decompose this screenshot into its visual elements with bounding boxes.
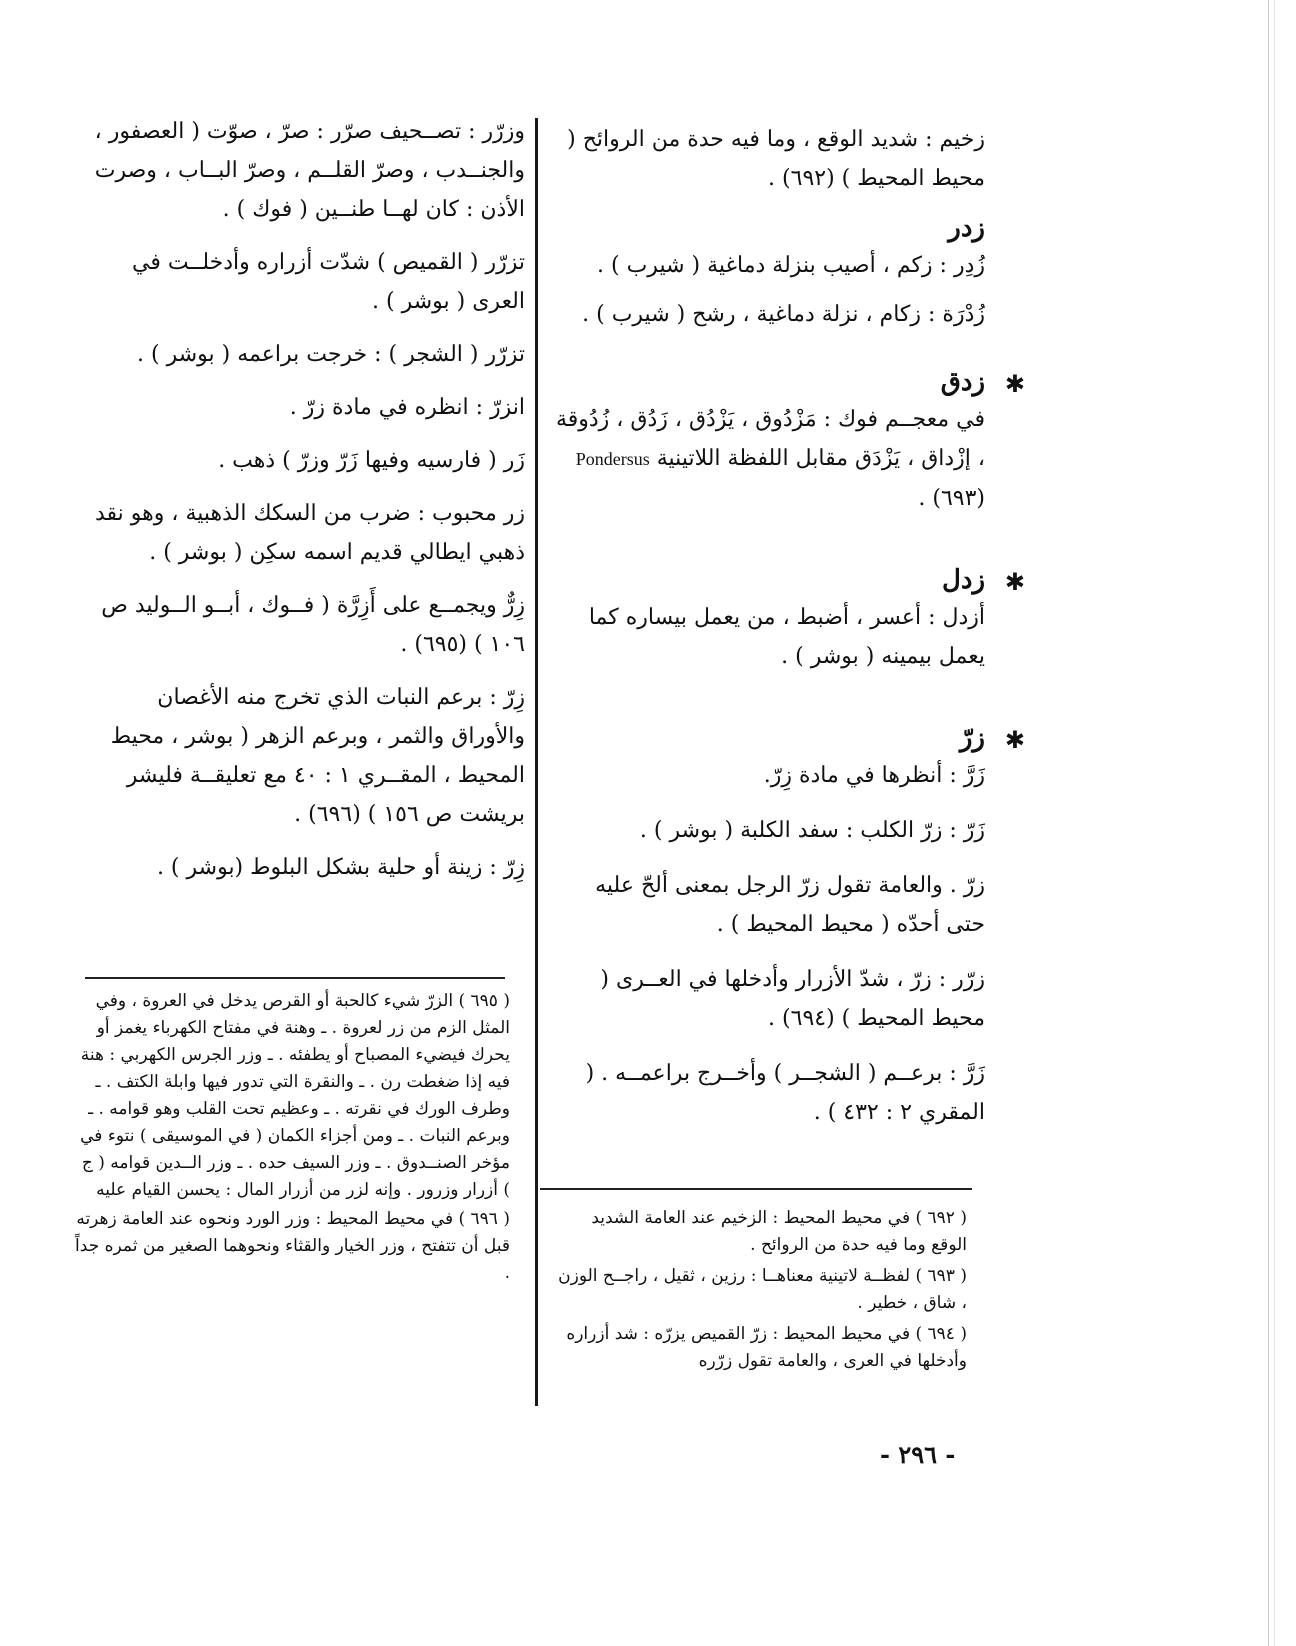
headword-zdl (555, 562, 1025, 598)
entry-zdq-definition (555, 400, 985, 518)
entry-zirr-bud: زِرّ : برعم النبات الذي تخرج منه الأغصان والأوراق والثمر ، وبرعم الزهر ( بوشر ، محيط المحيط ، المقــري ١ : ٤٠ مع تعليقــة فليشر بريشت ص ١٥٦ ) (٦٩٦) . (110, 685, 525, 827)
entry-zudra: زُدْرَة : زكام ، نزلة دماغية ، رشح ( شيرب ) . (582, 302, 985, 327)
headword-zdr (555, 210, 985, 246)
latin-word: Pondersus (575, 449, 650, 469)
headword-text: زرّ (959, 723, 985, 753)
entry-zarrar: زرّر : زرّ ، شدّ الأزرار وأدخلها في العــرى ( محيط المحيط ) (٦٩٤) . (600, 967, 985, 1031)
footnote-696: ( ٦٩٦ ) في محيط المحيط : وزر الورد ونحوه عند العامة زهرته قبل أن تتفتح ، وزر الخيار والقثاء ونحوهما الصغير من ثمره جداً . (75, 1209, 510, 1283)
entry-zirr-plural: زِرٌّ ويجمــع على أَزِرَّة ( فــوك ، أبــو الــوليد ص ١٠٦ ) (٦٩٥) . (101, 593, 525, 657)
entry-zarr-insist: زرّ . والعامة تقول زرّ الرجل بمعنى ألحّ عليه حتى أحدّه ( محيط المحيط ) . (595, 873, 985, 937)
entry-tazarrar-shirt: تزرّر ( القميص ) شدّت أزراره وأدخلــت في العرى ( بوشر ) . (132, 250, 525, 314)
footnote-rule (85, 977, 505, 979)
entry-azdal: أزدل : أعسر ، أضبط ، من يعمل بيساره كما يعمل بيمينه ( بوشر ) . (588, 605, 985, 669)
right-column (555, 120, 1025, 1132)
footnote-694: ( ٦٩٤ ) في محيط المحيط : زرّ القميص يزرّه : شد أزراره وأدخلها في العرى ، والعامة تقول زرّره (566, 1324, 967, 1371)
entry-zarr-see: زَرَّ : أنظرها في مادة زِرّ. (763, 763, 985, 788)
footnote-ref: (٦٩٣) . (918, 486, 985, 511)
footnote-rule (540, 1188, 972, 1190)
entry-zir-persian: زَر ( فارسيه وفيها زَرّ وزرّ ) ذهب . (218, 448, 525, 473)
left-column (85, 112, 525, 887)
footnotes-right (555, 1205, 967, 1375)
headword-zrr (555, 720, 1025, 756)
headword-text: زدر (948, 213, 985, 243)
asterisk-icon: ✱ (1004, 568, 1025, 596)
entry-zudir: زُدِر : زكم ، أصيب بنزلة دماغية ( شيرب ) . (597, 253, 985, 278)
entry-wazarrar: وزرّر : تصــحيف صرّر : صرّ ، صوّت ( العصفور ، والجنــدب ، وصرّ القلــم ، وصرّ البــاب ، وصرت الأذن : كان لهــا طنــين ( فوك ) . (94, 119, 525, 222)
headword-text: زدق (940, 367, 985, 397)
scan-edge-line (1274, 0, 1275, 1646)
column-divider (535, 118, 538, 1406)
headword-zdq (555, 364, 1025, 400)
footnotes-left (75, 988, 510, 1287)
entry-inzarr: انزرّ : انظره في مادة زرّ . (289, 395, 525, 420)
entry-zirr-ornament: زِرّ : زينة أو حلية بشكل البلوط (بوشر ) . (156, 855, 525, 880)
entry-zarr-bud: زَرَّ : برعــم ( الشجــر ) وأخــرج براعمــه . ( المقري ٢ : ٤٣٢ ) . (585, 1061, 985, 1125)
footnote-692: ( ٦٩٢ ) في محيط المحيط : الزخيم عند العامة الشديد الوقع وما فيه حدة من الروائح . (591, 1208, 967, 1255)
entry-text: في معجــم فوك : مَزْدُوق ، يَزْدُق ، زَدُق ، زُدُوقة ، إزْداق ، يَزْدَق مقابل اللفظة اللاتينية (555, 407, 985, 471)
headword-text: زدل (941, 565, 985, 595)
entry-zir-mahbub: زر محبوب : ضرب من السكك الذهبية ، وهو نقد ذهبي ايطالي قديم اسمه سكِن ( بوشر ) . (94, 501, 525, 565)
entry-zakhim: زخيم : شديد الوقع ، وما فيه حدة من الروائح ( محيط المحيط ) (٦٩٢) . (567, 127, 985, 191)
page-number: - ٢٩٦ - (880, 1440, 956, 1469)
entry-zarr-dog: زَرّ : زرّ الكلب : سفد الكلبة ( بوشر ) . (639, 818, 985, 843)
footnote-695: ( ٦٩٥ ) الزرّ شيء كالحبة أو القرص يدخل في العروة ، وفي المثل الزم من زر لعروة . ـ وهنة في مفتاح الكهرباء يغمز أو يحرك فيضيء المصباح أو يطفئه . ـ وزر الجرس الكهربي : هنة فيه إذا ضغطت رن . ـ والنقرة التي تدور فيها وابلة الكتف . ـ وطرف الورك في نقرته . ـ وعظيم تحت القلب وهو قوامه . ـ وبرعم النبات . ـ ومن أجزاء الكمان ( في الموسيقى ) نتوء في مؤخر الصنــدوق . ـ وزر السيف حده . ـ وزر الــدين قوامه ( ج ) أزرار وزرور . وإنه لزر من أزرار المال : يحسن القيام عليه (80, 991, 510, 1200)
footnote-693: ( ٦٩٣ ) لفظــة لاتينية معناهــا : رزين ، ثقيل ، راجــح الوزن ، شاق ، خطير . (558, 1266, 967, 1313)
scan-edge-line (1268, 0, 1269, 1646)
entry-tazarrar-tree: تزرّر ( الشجر ) : خرجت براعمه ( بوشر ) . (137, 342, 525, 367)
asterisk-icon: ✱ (1004, 726, 1025, 754)
asterisk-icon: ✱ (1004, 370, 1025, 398)
